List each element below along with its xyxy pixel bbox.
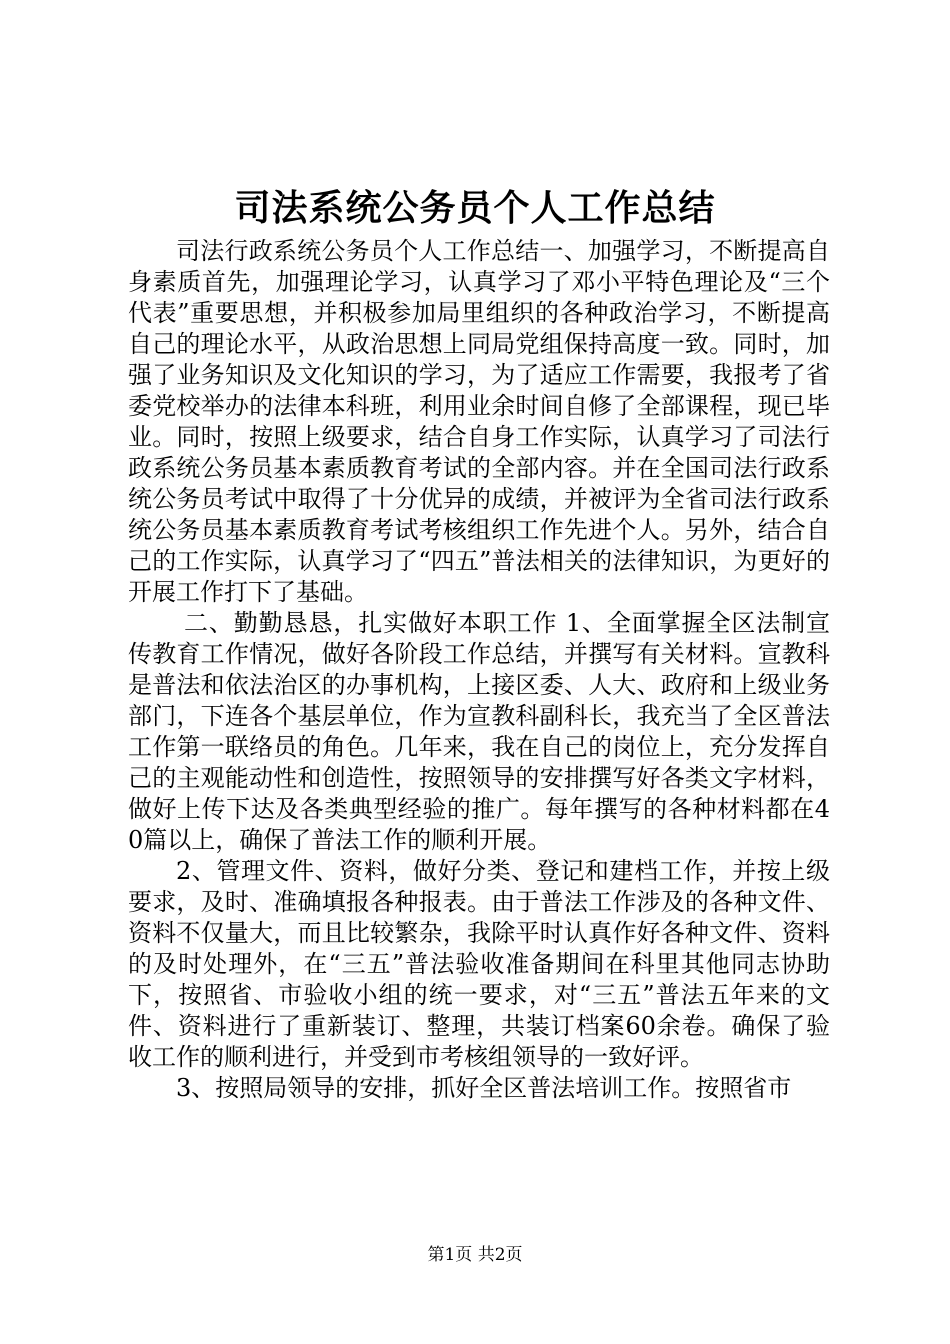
- page-footer: 第1页 共2页: [427, 1245, 523, 1265]
- paragraph-1: 司法行政系统公务员个人工作总结一、加强学习，不断提高自身素质首先，加强理论学习，认真学习了邓小平特色理论及“三个代表”重要思想，并积极参加局里组织的各种政治学习，不断提高自己的理论水平，从政治思想上同局党组保持高度一致。同时，加强了业务知识及文化知识的学习，为了适应工作需要，我报考了省委党校举办的法律本科班，利用业余时间自修了全部课程，现已毕业。同时，按照上级要求，结合自身工作实际，认真学习了司法行政系统公务员基本素质教育考试的全部内容。并在全国司法行政系统公务员考试中取得了十分优异的成绩，并被评为全省司法行政系统公务员基本素质教育考试考核组织工作先进个人。另外，结合自己的工作实际，认真学习了“四五”普法相关的法律知识，为更好的开展工作打下了基础。: [128, 237, 830, 606]
- paragraph-2: 二、勤勤恳恳，扎实做好本职工作 1、全面掌握全区法制宣传教育工作情况，做好各阶段工作总结，并撰写有关材料。宣教科是普法和依法治区的办事机构，上接区委、人大、政府和上级业务部门，下连各个基层单位，作为宣教科副科长，我充当了全区普法工作第一联络员的角色。几年来，我在自己的岗位上，充分发挥自己的主观能动性和创造性，按照领导的安排撰写好各类文字材料，做好上传下达及各类典型经验的推广。每年撰写的各种材料都在40篇以上，确保了普法工作的顺利开展。: [128, 609, 830, 854]
- document-body: [128, 236, 830, 1104]
- paragraph-3: 2、管理文件、资料，做好分类、登记和建档工作，并按上级要求，及时、准确填报各种报表。由于普法工作涉及的各种文件、资料不仅量大，而且比较繁杂，我除平时认真作好各种文件、资料的及时处理外，在“三五”普法验收准备期间在科里其他同志协助下，按照省、市验收小组的统一要求，对“三五”普法五年来的文件、资料进行了重新装订、整理，共装订档案60余卷。确保了验收工作的顺利进行，并受到市考核组领导的一致好评。: [128, 857, 830, 1071]
- document-title: 司法系统公务员个人工作总结: [234, 187, 716, 229]
- paragraph-4: 3、按照局领导的安排，抓好全区普法培训工作。按照省市: [176, 1074, 792, 1102]
